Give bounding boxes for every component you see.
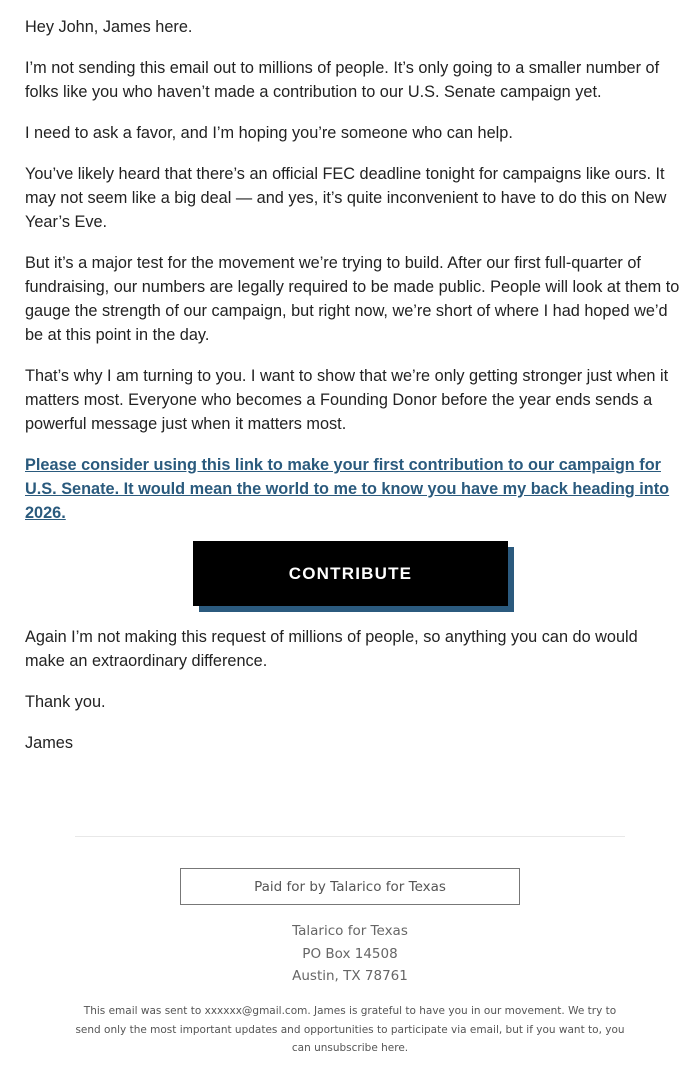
email-body — [25, 15, 680, 542]
address-org: Talarico for Texas — [292, 923, 408, 939]
email-closing — [25, 625, 680, 772]
closing-paragraph: Again I’m not making this request of millions of people, so anything you can do would make an extraordinary difference. — [25, 628, 638, 670]
body-paragraph: I need to ask a favor, and I’m hoping you’re someone who can help. — [25, 124, 513, 142]
unsubscribe-link[interactable]: unsubscribe here. — [314, 1042, 409, 1054]
footer-note — [70, 1002, 630, 1058]
greeting: Hey John, James here. — [25, 18, 193, 36]
contribute-button[interactable]: CONTRIBUTE — [193, 541, 508, 606]
contribution-link[interactable]: Please consider using this link to make your first contribution to our campaign for U.S. Senate. It would mean the world to me to know you have my back heading into 2026. — [25, 456, 670, 522]
mailing-address — [0, 920, 700, 988]
address-po-box: PO Box 14508 — [302, 945, 398, 962]
contribute-button-wrapper — [193, 541, 515, 613]
body-paragraph: You’ve likely heard that there’s an official FEC deadline tonight for campaigns like ours. It may not seem like a big deal — and yes, it’s quite inconvenient to have to do this on New Year’s Eve. — [25, 165, 667, 231]
signature: James — [25, 734, 73, 752]
body-paragraph: I’m not sending this email out to millions of people. It’s only going to a smaller number of folks like you who haven’t made a contribution to our U.S. Senate campaign yet. — [25, 59, 660, 101]
footer-divider — [75, 836, 625, 837]
footer-note-text: This email was sent to xxxxxx@gmail.com. James is grateful to have you in our movement. We try to send only the most important updates and opportunities to participate via email, but if you want to, you can — [75, 1005, 625, 1054]
paid-for-disclaimer: Paid for by Talarico for Texas — [180, 868, 520, 905]
thanks-line: Thank you. — [25, 693, 106, 711]
address-city: Austin, TX 78761 — [292, 968, 408, 984]
body-paragraph: That’s why I am turning to you. I want to show that we’re only getting stronger just when it matters most. Everyone who becomes a Founding Donor before the year ends sends a powerful message just when it matters most. — [25, 367, 669, 433]
body-paragraph: But it’s a major test for the movement we’re trying to build. After our first full-quarter of fundraising, our numbers are legally required to be made public. People will look at them to gauge the strength of our campaign, but right now, we’re short of where I had hoped we’d be at this point in the day. — [25, 254, 680, 344]
